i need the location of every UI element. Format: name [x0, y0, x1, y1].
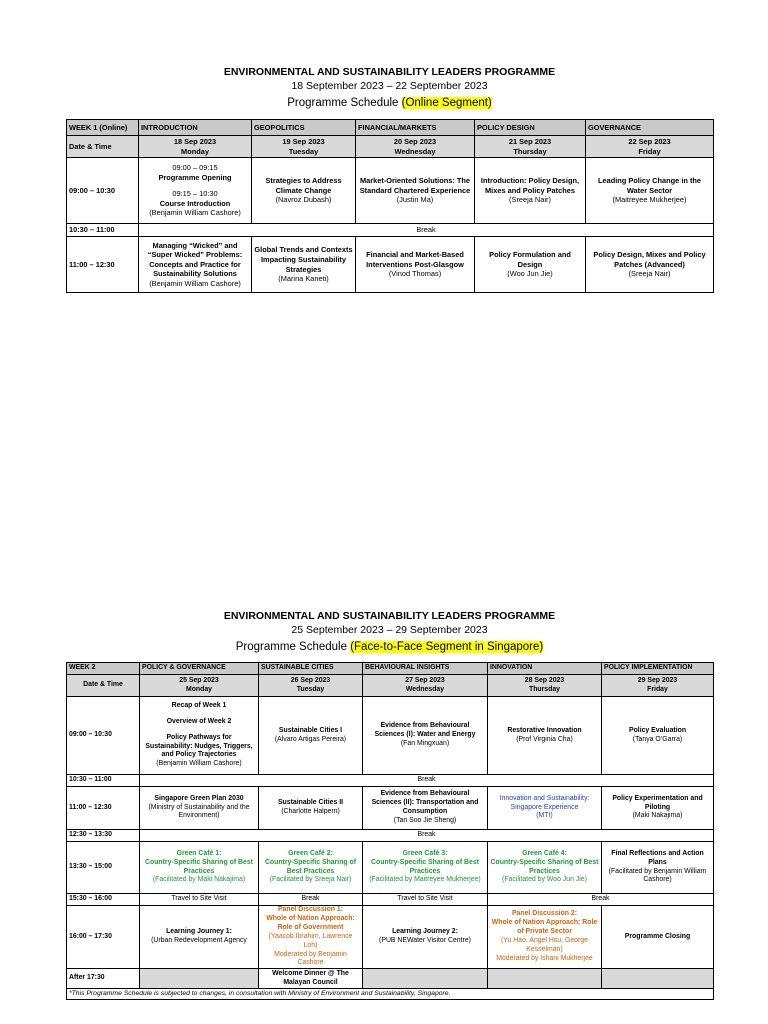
time-slot: 11:00 – 12:30: [67, 237, 139, 293]
session-cell: Green Café 4: Country-Specific Sharing of Best Practices (Facilitated by Woo Jun Jie): [488, 842, 602, 894]
travel-row: [67, 894, 714, 906]
break-cell: Break: [140, 775, 714, 787]
session-cell: 09:00 – 09:15 Programme Opening 09:15 – 10:30 Course Introduction (Benjamin William Cashore): [139, 158, 252, 224]
day-cell: 29 Sep 2023 Friday: [602, 675, 714, 697]
week2-section: [66, 610, 713, 1000]
session-cell: Leading Policy Change in the Water Sector (Maitreyee Mukherjee): [586, 158, 714, 224]
date-range-week1: 18 September 2023 – 22 September 2023: [291, 80, 488, 92]
session-row: [67, 158, 714, 224]
empty-cell: [602, 969, 714, 989]
evening-row: [67, 969, 714, 989]
break-row: [67, 830, 714, 842]
day-cell: 19 Sep 2023 Tuesday: [252, 136, 356, 158]
break-cell: Break: [488, 894, 714, 906]
header-row: [67, 663, 714, 675]
date-row: [67, 675, 714, 697]
session-cell: Policy Evaluation (Tanya O’Garra): [602, 697, 714, 775]
session-cell: Green Café 3: Country-Specific Sharing of Best Practices (Facilitated by Maitreyee Mukherjee): [363, 842, 488, 894]
week-label: WEEK 1 (Online): [67, 120, 139, 136]
time-slot: 09:00 – 10:30: [67, 158, 139, 224]
session-cell: Welcome Dinner @ The Malayan Council: [259, 969, 363, 989]
empty-cell: [488, 969, 602, 989]
theme-header: FINANCIAL/MARKETS: [356, 120, 475, 136]
session-cell: Learning Journey 2: (PUB NEWater Visitor Centre): [363, 906, 488, 969]
session-cell: Introduction: Policy Design, Mixes and Policy Patches (Sreeja Nair): [475, 158, 586, 224]
session-cell: Green Café 1: Country-Specific Sharing of Best Practices (Facilitated by Maki Nakajima): [140, 842, 259, 894]
footnote-row: [67, 989, 714, 1000]
break-row: [67, 775, 714, 787]
programme-title-week1: ENVIRONMENTAL AND SUSTAINABILITY LEADERS PROGRAMME: [223, 66, 556, 78]
session-cell: Global Trends and Contexts Impacting Sustainability Strategies (Marina Kaneti): [252, 237, 356, 293]
day-cell: 26 Sep 2023 Tuesday: [259, 675, 363, 697]
session-row: [67, 787, 714, 830]
date-row: [67, 136, 714, 158]
session-cell: Sustainable Cities II (Charlotte Halpern): [259, 787, 363, 830]
session-cell: Financial and Market-Based Interventions Post-Glasgow (Vinod Thomas): [356, 237, 475, 293]
theme-header: SUSTAINABLE CITIES: [259, 663, 363, 675]
time-slot: 12:30 – 13:30: [67, 830, 140, 842]
session-row: [67, 237, 714, 293]
theme-header: POLICY DESIGN: [475, 120, 586, 136]
schedule-subtitle-week1: Programme Schedule (Online Segment): [287, 97, 492, 109]
day-cell: 25 Sep 2023 Monday: [140, 675, 259, 697]
time-slot: 10:30 – 11:00: [67, 224, 139, 237]
time-slot: 16:00 – 17:30: [67, 906, 140, 969]
session-cell: Panel Discussion 1: Whole of Nation Approach: Role of Government (Yaacob Ibrahim, Lawrence Loh) Moderated by Benjamin Cashore: [259, 906, 363, 969]
day-cell: 18 Sep 2023 Monday: [139, 136, 252, 158]
time-slot: 11:00 – 12:30: [67, 787, 140, 830]
break-cell: Break: [259, 894, 363, 906]
session-cell: Recap of Week 1 Overview of Week 2 Policy Pathways for Sustainability: Nudges, Triggers, and Policy Trajectories (Benjamin William Cashore): [140, 697, 259, 775]
empty-cell: [363, 969, 488, 989]
date-time-label: Date & Time: [67, 675, 140, 697]
programme-title-week2: ENVIRONMENTAL AND SUSTAINABILITY LEADERS PROGRAMME: [223, 610, 556, 622]
time-slot: 13:30 – 15:00: [67, 842, 140, 894]
header-row: [67, 120, 714, 136]
day-cell: 22 Sep 2023 Friday: [586, 136, 714, 158]
session-cell: Policy Experimentation and Piloting (Maki Nakajima): [602, 787, 714, 830]
session-cell: Innovation and Sustainability: Singapore Experience (MTI): [488, 787, 602, 830]
day-cell: 21 Sep 2023 Thursday: [475, 136, 586, 158]
theme-header: INTRODUCTION: [139, 120, 252, 136]
travel-cell: Travel to Site Visit: [363, 894, 488, 906]
break-cell: Break: [140, 830, 714, 842]
day-cell: 28 Sep 2023 Thursday: [488, 675, 602, 697]
session-row: [67, 842, 714, 894]
break-cell: Break: [139, 224, 714, 237]
travel-cell: Travel to Site Visit: [140, 894, 259, 906]
week1-section: [66, 66, 713, 293]
theme-header: INNOVATION: [488, 663, 602, 675]
time-slot: 15:30 – 16:00: [67, 894, 140, 906]
session-row: [67, 697, 714, 775]
session-cell: Evidence from Behavioural Sciences (I): Water and Energy (Fan Mingxuan): [363, 697, 488, 775]
time-slot: 09:00 – 10:30: [67, 697, 140, 775]
time-slot: After 17:30: [67, 969, 140, 989]
session-cell: Policy Design, Mixes and Policy Patches (Advanced) (Sreeja Nair): [586, 237, 714, 293]
session-cell: Learning Journey 1: (Urban Redevelopment Agency: [140, 906, 259, 969]
online-segment-highlight: (Online Segment): [401, 97, 492, 109]
empty-cell: [140, 969, 259, 989]
theme-header: POLICY IMPLEMENTATION: [602, 663, 714, 675]
theme-header: GOVERNANCE: [586, 120, 714, 136]
time-slot: 10:30 – 11:00: [67, 775, 140, 787]
session-cell: Market-Oriented Solutions: The Standard Chartered Experience (Justin Ma): [356, 158, 475, 224]
session-row: [67, 906, 714, 969]
session-cell: Policy Formulation and Design (Woo Jun Jie): [475, 237, 586, 293]
session-cell: Strategies to Address Climate Change (Navroz Dubash): [252, 158, 356, 224]
session-cell: Restorative Innovation (Prof Virginia Cha): [488, 697, 602, 775]
session-cell: Panel Discussion 2: Whole of Nation Approach: Role of Private Sector (Yu Hao, Angel Hsu, George Kesselman) Moderated by Ishani Mukherjee: [488, 906, 602, 969]
day-cell: 27 Sep 2023 Wednesday: [363, 675, 488, 697]
session-cell: Evidence from Behavioural Sciences (II): Transportation and Consumption (Tan Soo Jie Sheng): [363, 787, 488, 830]
theme-header: BEHAVIOURAL INSIGHTS: [363, 663, 488, 675]
week2-schedule-table: [66, 662, 714, 1000]
week1-schedule-table: [66, 119, 714, 293]
date-time-label: Date & Time: [67, 136, 139, 158]
break-row: [67, 224, 714, 237]
face-to-face-highlight: (Face-to-Face Segment in Singapore): [350, 641, 544, 653]
schedule-subtitle-week2: Programme Schedule (Face-to-Face Segment in Singapore): [235, 641, 544, 653]
session-cell: Sustainable Cities I (Alvaro Artigas Pereira): [259, 697, 363, 775]
footnote: *This Programme Schedule is subjected to changes, in consultation with Ministry of Environment and Sustainability, Singapore.: [67, 989, 714, 1000]
session-cell: Managing “Wicked” and “Super Wicked” Problems: Concepts and Practice for Sustainability Solutions (Benjamin William Cashore): [139, 237, 252, 293]
session-cell: Singapore Green Plan 2030 (Ministry of Sustainability and the Environment): [140, 787, 259, 830]
session-cell: Green Café 2: Country-Specific Sharing of Best Practices (Facilitated by Sreeja Nair): [259, 842, 363, 894]
theme-header: POLICY & GOVERNANCE: [140, 663, 259, 675]
theme-header: GEOPOLITICS: [252, 120, 356, 136]
session-cell: Programme Closing: [602, 906, 714, 969]
day-cell: 20 Sep 2023 Wednesday: [356, 136, 475, 158]
date-range-week2: 25 September 2023 – 29 September 2023: [291, 624, 488, 636]
session-cell: Final Reflections and Action Plans (Facilitated by Benjamin William Cashore): [602, 842, 714, 894]
week-label: WEEK 2: [67, 663, 140, 675]
